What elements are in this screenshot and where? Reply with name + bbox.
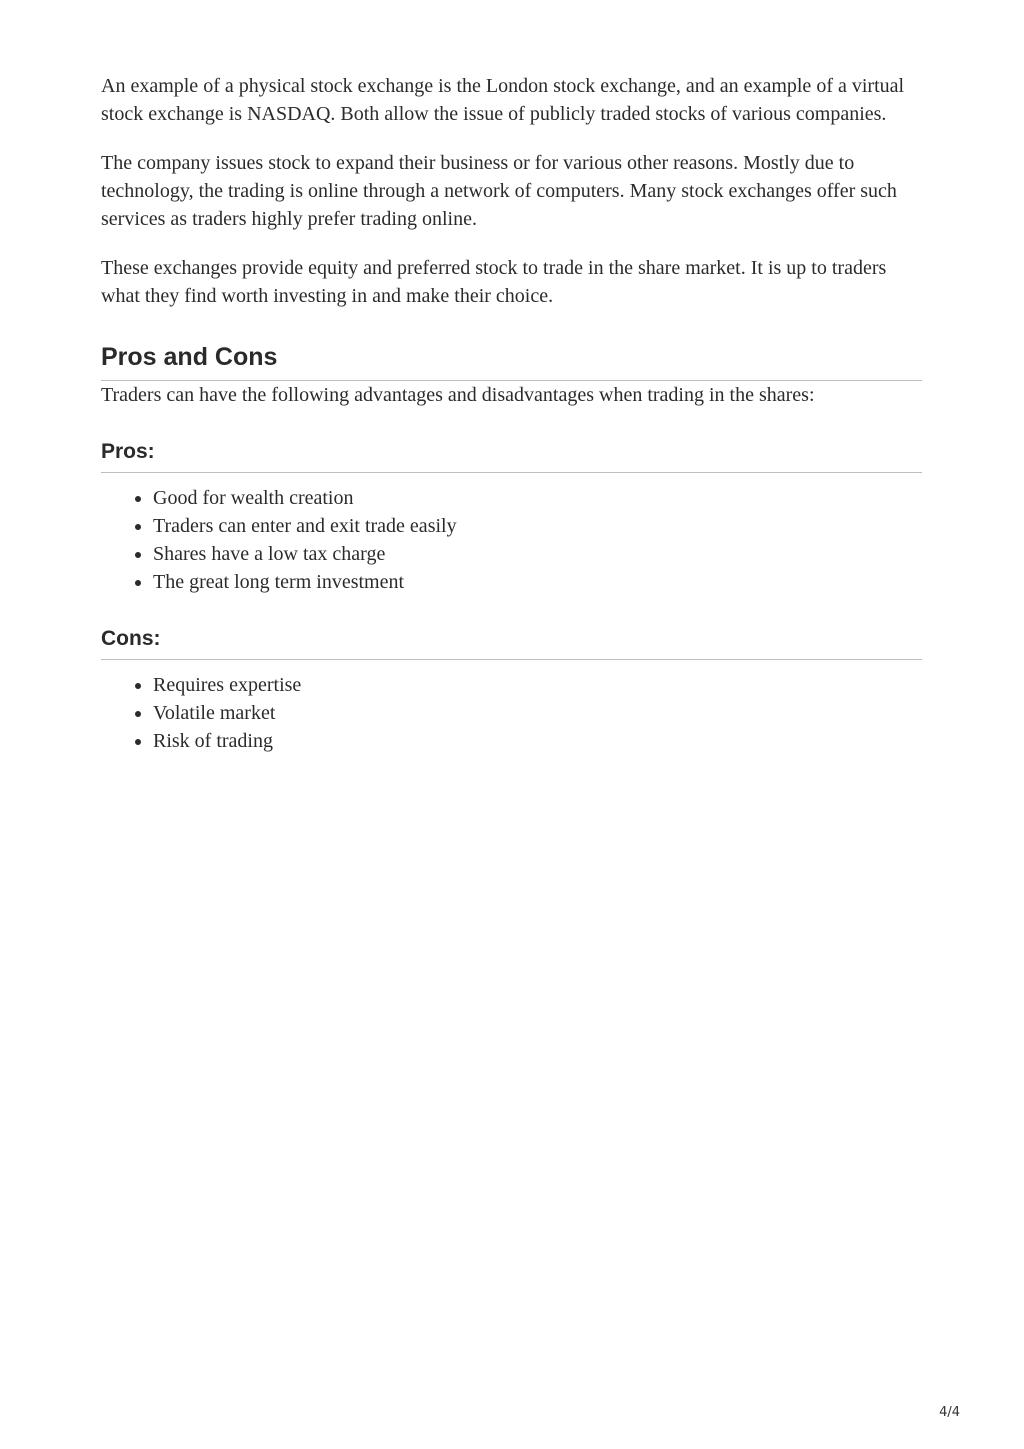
pros-list	[101, 484, 922, 596]
list-item: • The great long term investment	[153, 568, 922, 596]
paragraph-company-issues-stock: The company issues stock to expand their business or for various other reasons. Mostly due to technology, the trading is online through a network of computers. Many stock exchanges offer such services as traders highly prefer trading online.	[101, 152, 897, 230]
list-item: • Requires expertise	[153, 671, 922, 699]
list-item: • Good for wealth creation	[153, 484, 922, 512]
list-item: • Traders can enter and exit trade easily	[153, 512, 922, 540]
list-item: • Shares have a low tax charge	[153, 540, 922, 568]
cons-list	[101, 671, 922, 755]
sub-heading-cons: Cons:	[101, 626, 922, 660]
sub-heading-pros: Pros:	[101, 439, 922, 473]
page-number: 4/4	[939, 1405, 960, 1420]
document-body	[101, 72, 922, 755]
paragraph-equity-preferred-stock: These exchanges provide equity and preferred stock to trade in the share market. It is up to traders what they find worth investing in and make their choice.	[101, 257, 887, 307]
section-heading-pros-and-cons: Pros and Cons	[101, 342, 922, 381]
paragraph-pros-cons-intro: Traders can have the following advantages and disadvantages when trading in the shares:	[101, 384, 815, 406]
paragraph-physical-virtual-exchange: An example of a physical stock exchange is the London stock exchange, and an example of a virtual stock exchange is NASDAQ. Both allow the issue of publicly traded stocks of various companies.	[101, 75, 905, 125]
list-item: • Risk of trading	[153, 727, 922, 755]
list-item: • Volatile market	[153, 699, 922, 727]
